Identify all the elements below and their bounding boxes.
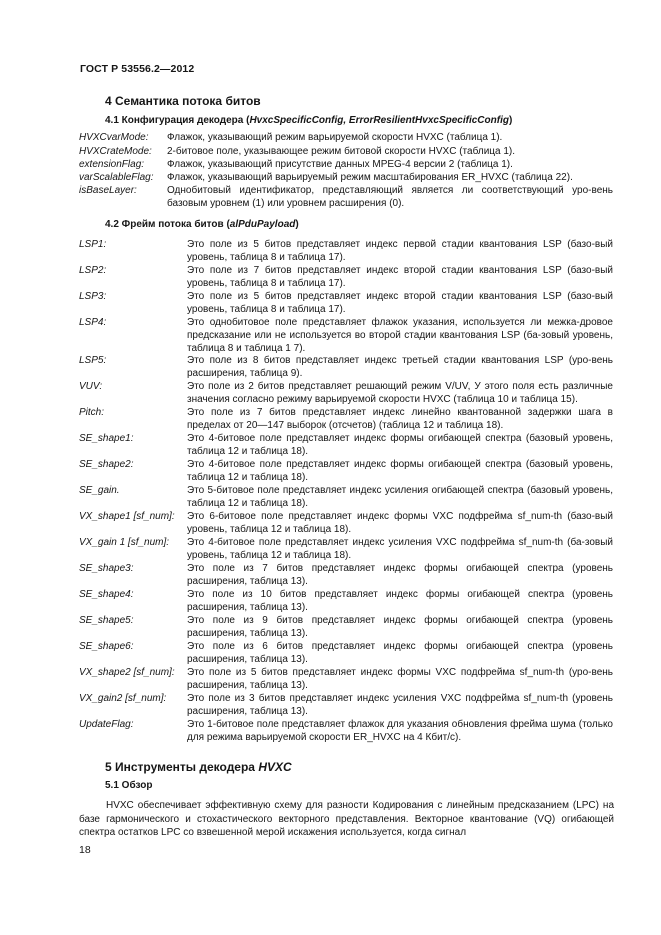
definition-term: LSP3: (79, 291, 107, 302)
subsection-5-1-title: 5.1 Обзор (105, 780, 153, 791)
definition-description: Это 6-битовое поле представляет индекс формы VXC подфрейма sf_num-th (базо-вый уровень, таблица 12 и таблица 18). (187, 511, 613, 535)
definition-description: Это поле из 6 битов представляет индекс формы огибающей спектра (уровень расширения, таблица 13). (187, 641, 613, 665)
definition-description: Это 4-битовое поле представляет индекс усиления VXC подфрейма sf_num-th (ба-зовый уровень, таблица 12 и таблица 18). (187, 537, 613, 561)
definition-term: VX_shape1 [sf_num]: (79, 511, 175, 522)
definition-description: Это поле из 3 битов представляет индекс усиления VXC подфрейма sf_num-th (уровень расширения, таблица 13). (187, 693, 613, 717)
definition-term: SE_gain. (79, 485, 120, 496)
definition-term: HVXCvarMode: (79, 132, 149, 143)
definition-term: VUV: (79, 381, 103, 392)
standard-header: ГОСТ Р 53556.2—2012 (80, 63, 195, 75)
section-4-title: 4 Семантика потока битов (105, 94, 261, 108)
definition-description: Это поле из 10 битов представляет индекс формы огибающей спектра (уровень расширения, таблица 13). (187, 589, 613, 613)
definition-description: Это 4-битовое поле представляет индекс формы огибающей спектра (базовый уровень, таблица 12 и таблица 18). (187, 459, 613, 483)
definition-term: LSP5: (79, 355, 107, 366)
definition-term: HVXCrateMode: (79, 146, 152, 157)
definition-term: varScalableFlag: (79, 172, 154, 183)
definition-term: LSP4: (79, 317, 107, 328)
definition-term: VX_shape2 [sf_num]: (79, 667, 175, 678)
definition-description: Однобитовый идентификатор, представляющий является ли соответствующий уро-вень базовым уровнем (1) или уровнем расширения (0). (167, 185, 613, 209)
definition-term: SE_shape1: (79, 433, 134, 444)
definition-description: Флажок, указывающий присутствие данных MPEG-4 версии 2 (таблица 1). (167, 159, 513, 170)
definition-term: UpdateFlag: (79, 719, 134, 730)
page-number: 18 (79, 844, 91, 856)
definition-description: Это 4-битовое поле представляет индекс формы огибающей спектра (базовый уровень, таблица 12 и таблица 18). (187, 433, 613, 457)
definition-description: Это поле из 5 битов представляет индекс формы VXC подфрейма sf_num-th (уро-вень расширения, таблица 13). (187, 667, 613, 691)
definition-term: VX_gain2 [sf_num]: (79, 693, 167, 704)
definition-term: LSP2: (79, 265, 107, 276)
definition-description: Это поле из 7 битов представляет индекс формы огибающей спектра (уровень расширения, таблица 13). (187, 563, 613, 587)
subsection-4-1-title: 4.1 Конфигурация декодера (HvxcSpecificConfig, ErrorResilientHvxcSpecificConfig) (105, 115, 513, 126)
definition-description: Это поле из 8 битов представляет индекс третьей стадии квантования LSP (уро-вень расширения, таблица 9). (187, 355, 613, 379)
definition-term: SE_shape3: (79, 563, 134, 574)
definition-term: extensionFlag: (79, 159, 145, 170)
definition-description: Флажок, указывающий режим варьируемой скорости HVXC (таблица 1). (167, 132, 503, 143)
section-5-title: 5 Инструменты декодера HVXC (105, 760, 292, 774)
definition-term: SE_shape4: (79, 589, 134, 600)
definition-description: Это поле из 5 битов представляет индекс первой стадии квантования LSP (базо-вый уровень, таблица 8 и таблица 17). (187, 239, 613, 263)
definition-term: SE_shape6: (79, 641, 134, 652)
definition-description: Это однобитовое поле представляет флажок указания, используется ли межка-дровое предсказание или не используется во второй стадии квантования LSP (ба-зовый уровень, таблица 8 и таблица 1 7). (187, 317, 613, 354)
definition-term: Pitch: (79, 407, 105, 418)
definition-description: Это поле из 2 битов представляет решающий режим V/UV, У этого поля есть различные значения согласно режиму варьируемой скорости HVXC (таблица 10 и таблица 15). (187, 381, 613, 405)
definition-term: isBaseLayer: (79, 185, 137, 196)
definition-description: Это 1-битовое поле представляет флажок для указания обновления фрейма шума (только для режима варьируемой скорости ER_HVXC на 4 Кбит/с). (187, 719, 613, 743)
definition-term: SE_shape5: (79, 615, 134, 626)
overview-paragraph: HVXC обеспечивает эффективную схему для разности Кодирования с линейным предсказанием (LPC) на базе гармонического и стохастического векторного представления. Векторное квантование (VQ) огибающей спектра остатков LPC со взвешенной мерой искажения используется, когда сигнал (79, 800, 614, 838)
definition-description: Это поле из 7 битов представляет индекс линейно квантованной задержки шага в пределах от 20—147 выборок (отсчетов) (таблица 12 и таблица 18). (187, 407, 613, 431)
definition-term: VX_gain 1 [sf_num]: (79, 537, 170, 548)
definition-description: Это поле из 9 битов представляет индекс формы огибающей спектра (уровень расширения, таблица 13). (187, 615, 613, 639)
subsection-4-2-title: 4.2 Фрейм потока битов (alPduPayload) (105, 219, 299, 230)
definition-description: Это поле из 5 битов представляет индекс второй стадии квантования LSP (базо-вый уровень, таблица 8 и таблица 17). (187, 291, 613, 315)
definition-description: Это поле из 7 битов представляет индекс второй стадии квантования LSP (базо-вый уровень, таблица 8 и таблица 17). (187, 265, 613, 289)
definition-description: 2-битовое поле, указывающее режим битовой скорости HVXC (таблица 1). (167, 146, 516, 157)
definition-description: Флажок, указывающий варьируемый режим масштабирования ER_HVXC (таблица 22). (167, 172, 573, 183)
definition-term: LSP1: (79, 239, 107, 250)
definition-term: SE_shape2: (79, 459, 134, 470)
definition-description: Это 5-битовое поле представляет индекс усиления огибающей спектра (базовый уровень, таблица 12 и таблица 18). (187, 485, 613, 509)
